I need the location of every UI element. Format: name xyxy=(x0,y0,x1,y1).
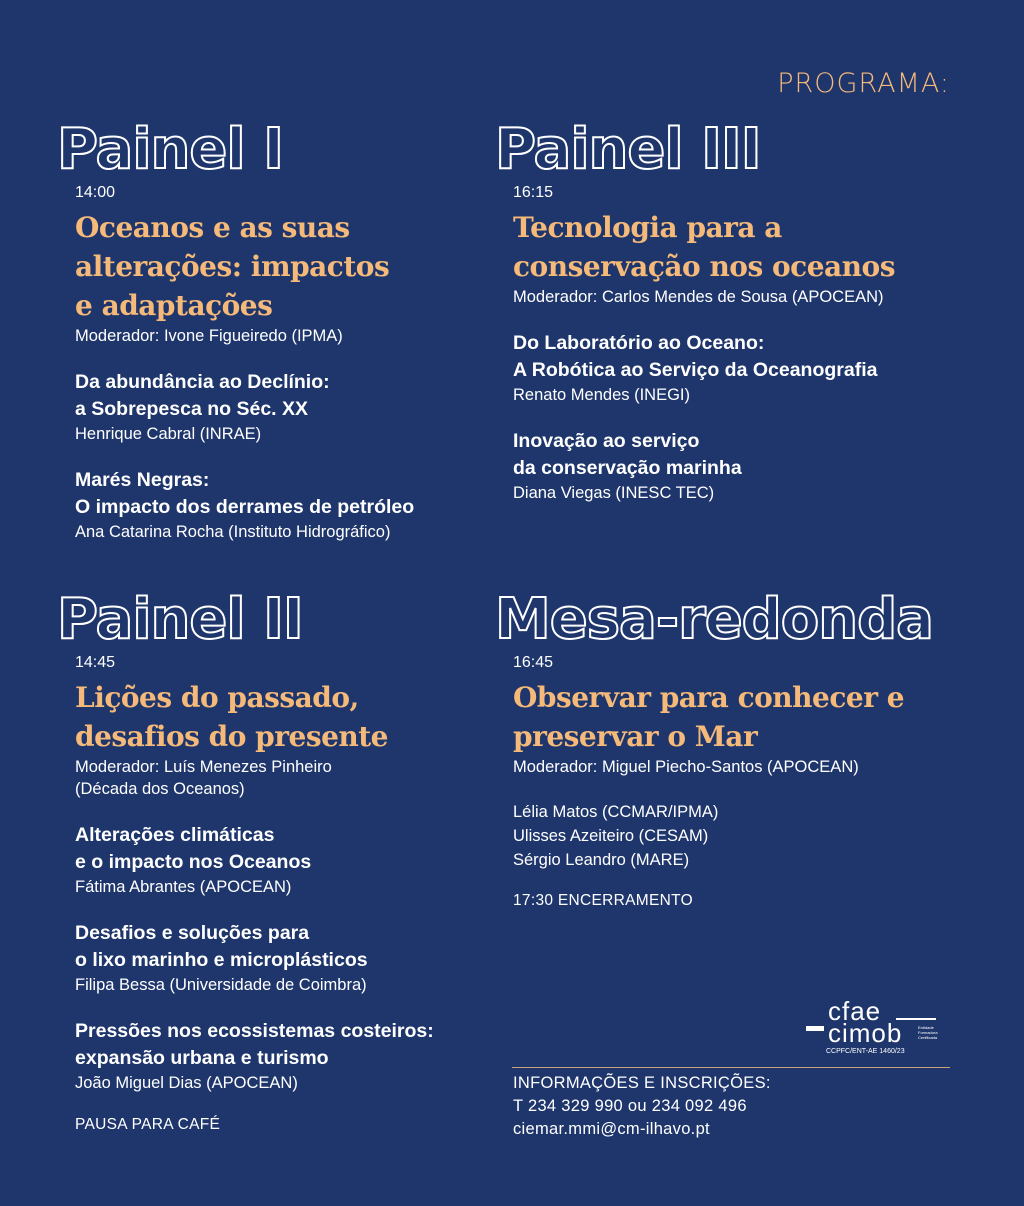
cfae-cimob-logo xyxy=(806,998,956,1058)
talk xyxy=(75,369,515,445)
session-time: 16:15 xyxy=(513,184,554,201)
panel-title: Mesa-redonda xyxy=(495,587,933,652)
theme-line: Oceanos e as suas xyxy=(75,211,350,244)
panel-title: Painel III xyxy=(495,117,761,182)
session-time: 14:45 xyxy=(75,654,116,671)
session-time: 14:00 xyxy=(75,184,116,201)
theme-line: e adaptações xyxy=(75,289,273,322)
participant: Sérgio Leandro (MARE) xyxy=(513,851,690,869)
talk xyxy=(75,920,515,996)
logo-badge-line: Entidade xyxy=(918,1025,934,1030)
moderator-line: (Década dos Oceanos) xyxy=(75,780,245,798)
logo-badge-line: Formadora xyxy=(918,1030,938,1035)
coffee-break: PAUSA PARA CAFÉ xyxy=(75,1116,221,1133)
theme-line: Lições do passado, xyxy=(75,681,359,714)
programa-heading: PROGRAMA: xyxy=(777,68,950,99)
talk xyxy=(75,467,515,543)
talk-title-line: Do Laboratório ao Oceano: xyxy=(513,332,765,354)
theme-line: conservação nos oceanos xyxy=(513,250,895,283)
talk-title-line: expansão urbana e turismo xyxy=(75,1047,329,1069)
moderator: Moderador: Ivone Figueiredo (IPMA) xyxy=(75,327,343,345)
talk-title-line: Pressões nos ecossistemas costeiros: xyxy=(75,1020,434,1042)
closing-time: 17:30 ENCERRAMENTO xyxy=(513,892,693,909)
logo-line2: cimob xyxy=(828,1018,903,1048)
logo-badge-line: Certificada xyxy=(918,1035,938,1040)
talk-title-line: Alterações climáticas xyxy=(75,824,275,846)
talk-speaker: Henrique Cabral (INRAE) xyxy=(75,425,262,443)
session-time: 16:45 xyxy=(513,654,554,671)
panel-title: Painel I xyxy=(57,117,283,182)
panel-1 xyxy=(57,117,515,543)
talk-speaker: Ana Catarina Rocha (Instituto Hidrográfico) xyxy=(75,523,391,541)
panel-2 xyxy=(57,587,515,1134)
panel-3 xyxy=(495,117,963,504)
session-theme xyxy=(513,208,963,286)
talk-title-line: A Robótica ao Serviço da Oceanografia xyxy=(513,359,878,381)
talk-speaker: João Miguel Dias (APOCEAN) xyxy=(75,1074,298,1092)
talk-title-line: o lixo marinho e microplásticos xyxy=(75,949,368,971)
talk-title xyxy=(75,822,515,876)
talk-title xyxy=(75,369,515,423)
talk-title-line: a Sobrepesca no Séc. XX xyxy=(75,398,309,420)
talk-speaker: Fátima Abrantes (APOCEAN) xyxy=(75,878,292,896)
talk-title xyxy=(75,467,515,521)
contact-info xyxy=(513,1072,771,1141)
logo-line1: cfae xyxy=(828,998,882,1026)
talk-speaker: Diana Viegas (INESC TEC) xyxy=(513,484,715,502)
info-phone[interactable]: T 234 329 990 ou 234 092 496 xyxy=(513,1097,747,1115)
session-theme xyxy=(513,678,963,756)
talk-speaker: Renato Mendes (INEGI) xyxy=(513,386,690,404)
session-theme xyxy=(75,678,515,756)
talk-title-line: Desafios e soluções para xyxy=(75,922,310,944)
info-heading: INFORMAÇÕES E INSCRIÇÕES: xyxy=(513,1074,771,1092)
panel-title: Painel II xyxy=(57,587,303,652)
talk-title xyxy=(513,330,963,384)
participant: Ulisses Azeiteiro (CESAM) xyxy=(513,827,709,845)
talk-title-line: e o impacto nos Oceanos xyxy=(75,851,312,873)
talk-speaker: Filipa Bessa (Universidade de Coimbra) xyxy=(75,976,367,994)
moderator-line: Moderador: Luís Menezes Pinheiro xyxy=(75,758,332,776)
talk-title-line: Da abundância ao Declínio: xyxy=(75,371,330,393)
talk-title-line: Marés Negras: xyxy=(75,469,210,491)
info-email[interactable]: ciemar.mmi@cm-ilhavo.pt xyxy=(513,1120,710,1138)
talk-title-line: Inovação ao serviço xyxy=(513,430,700,452)
talk xyxy=(75,1018,515,1094)
theme-line: desafios do presente xyxy=(75,720,388,753)
talk-title-line: da conservação marinha xyxy=(513,457,742,479)
talk xyxy=(513,428,963,504)
moderator: Moderador: Carlos Mendes de Sousa (APOCEAN) xyxy=(513,288,884,306)
divider xyxy=(512,1067,950,1068)
theme-line: alterações: impactos xyxy=(75,250,390,283)
moderator: Moderador: Miguel Piecho-Santos (APOCEAN) xyxy=(513,758,859,776)
theme-line: Observar para conhecer e xyxy=(513,681,905,714)
moderator xyxy=(75,756,515,800)
participant: Lélia Matos (CCMAR/IPMA) xyxy=(513,803,719,821)
talk-title-line: O impacto dos derrames de petróleo xyxy=(75,496,415,518)
theme-line: Tecnologia para a xyxy=(513,211,782,244)
theme-line: preservar o Mar xyxy=(513,720,758,753)
talk xyxy=(513,330,963,406)
logo-dash xyxy=(806,1026,824,1031)
talk-title xyxy=(513,428,963,482)
logo-accreditation: CCPFC/ENT-AE 1460/23 xyxy=(826,1048,905,1055)
talk-title xyxy=(75,1018,515,1072)
participants-list xyxy=(513,800,963,872)
talk-title xyxy=(75,920,515,974)
round-table xyxy=(495,587,963,910)
talk xyxy=(75,822,515,898)
session-theme xyxy=(75,208,515,325)
